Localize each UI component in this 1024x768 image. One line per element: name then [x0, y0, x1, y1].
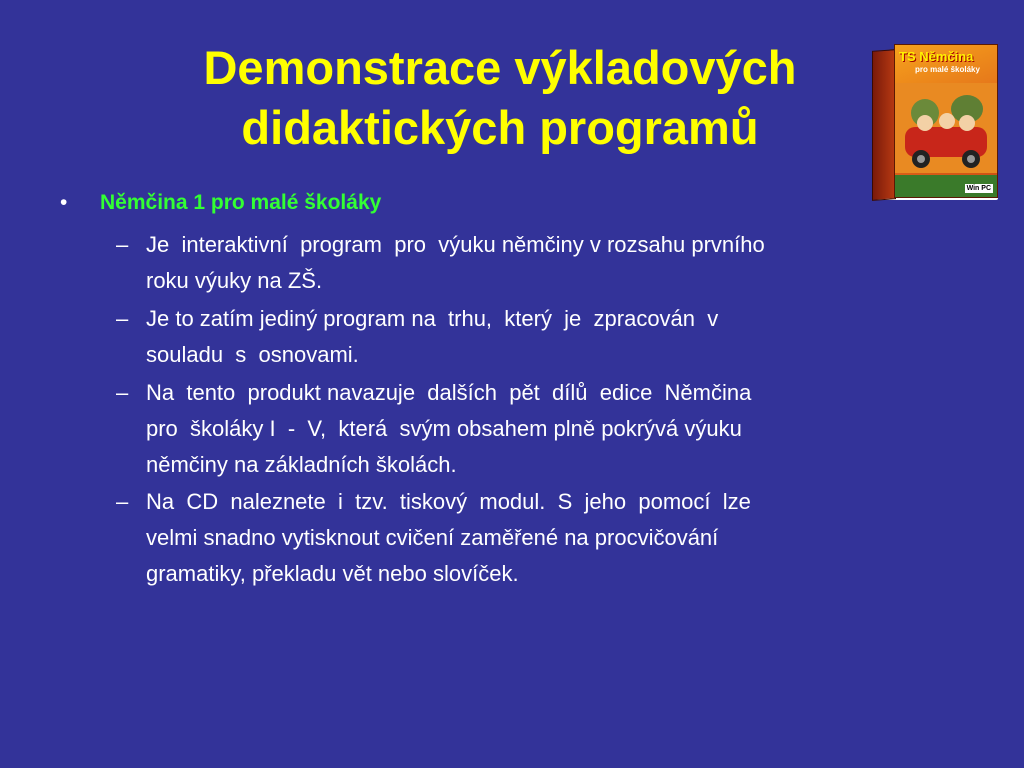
- sub-item-line: Na CD naleznete i tzv. tiskový modul. S jeho pomocí lze: [146, 489, 751, 514]
- bullet-label: Němčina 1 pro malé školáky: [100, 191, 382, 214]
- sub-item-line: Je to zatím jediný program na trhu, který je zpracován v: [146, 306, 719, 331]
- sub-item-line: Na tento produkt navazuje dalších pět dílů edice Němčina: [146, 380, 752, 405]
- sub-item-line: roku výuky na ZŠ.: [146, 268, 323, 293]
- sub-item-marker: –: [116, 489, 129, 514]
- sub-item-marker: –: [116, 306, 129, 331]
- slide-title-line-1: Demonstrace výkladových: [203, 41, 797, 94]
- sub-item-2: [116, 301, 946, 373]
- sub-item-line: Je interaktivní program pro výuku němčiny v rozsahu prvního: [146, 232, 765, 257]
- product-box-brand: TS Němčina: [899, 49, 974, 64]
- sub-item-line: gramatiky, překladu vět nebo slovíček.: [146, 561, 519, 586]
- sub-item-line: velmi snadno vytisknout cvičení zaměřené na procvičování: [146, 525, 719, 550]
- sub-item-line: souladu s osnovami.: [146, 342, 359, 367]
- bullet-marker: •: [60, 191, 68, 214]
- product-box-platform: Win PC: [966, 185, 991, 192]
- slide-title-line-2: didaktických programů: [241, 101, 759, 154]
- sub-item-1: [116, 227, 946, 299]
- sub-item-4: [116, 484, 946, 592]
- sub-item-line: němčiny na základních školách.: [146, 452, 457, 477]
- sub-item-marker: –: [116, 232, 129, 257]
- sub-item-marker: –: [116, 380, 129, 405]
- sub-item-line: pro školáky I - V, která svým obsahem plně pokrývá výuku: [146, 416, 742, 441]
- sub-item-3: [116, 375, 946, 483]
- product-box-subtitle: pro malé školáky: [915, 65, 980, 74]
